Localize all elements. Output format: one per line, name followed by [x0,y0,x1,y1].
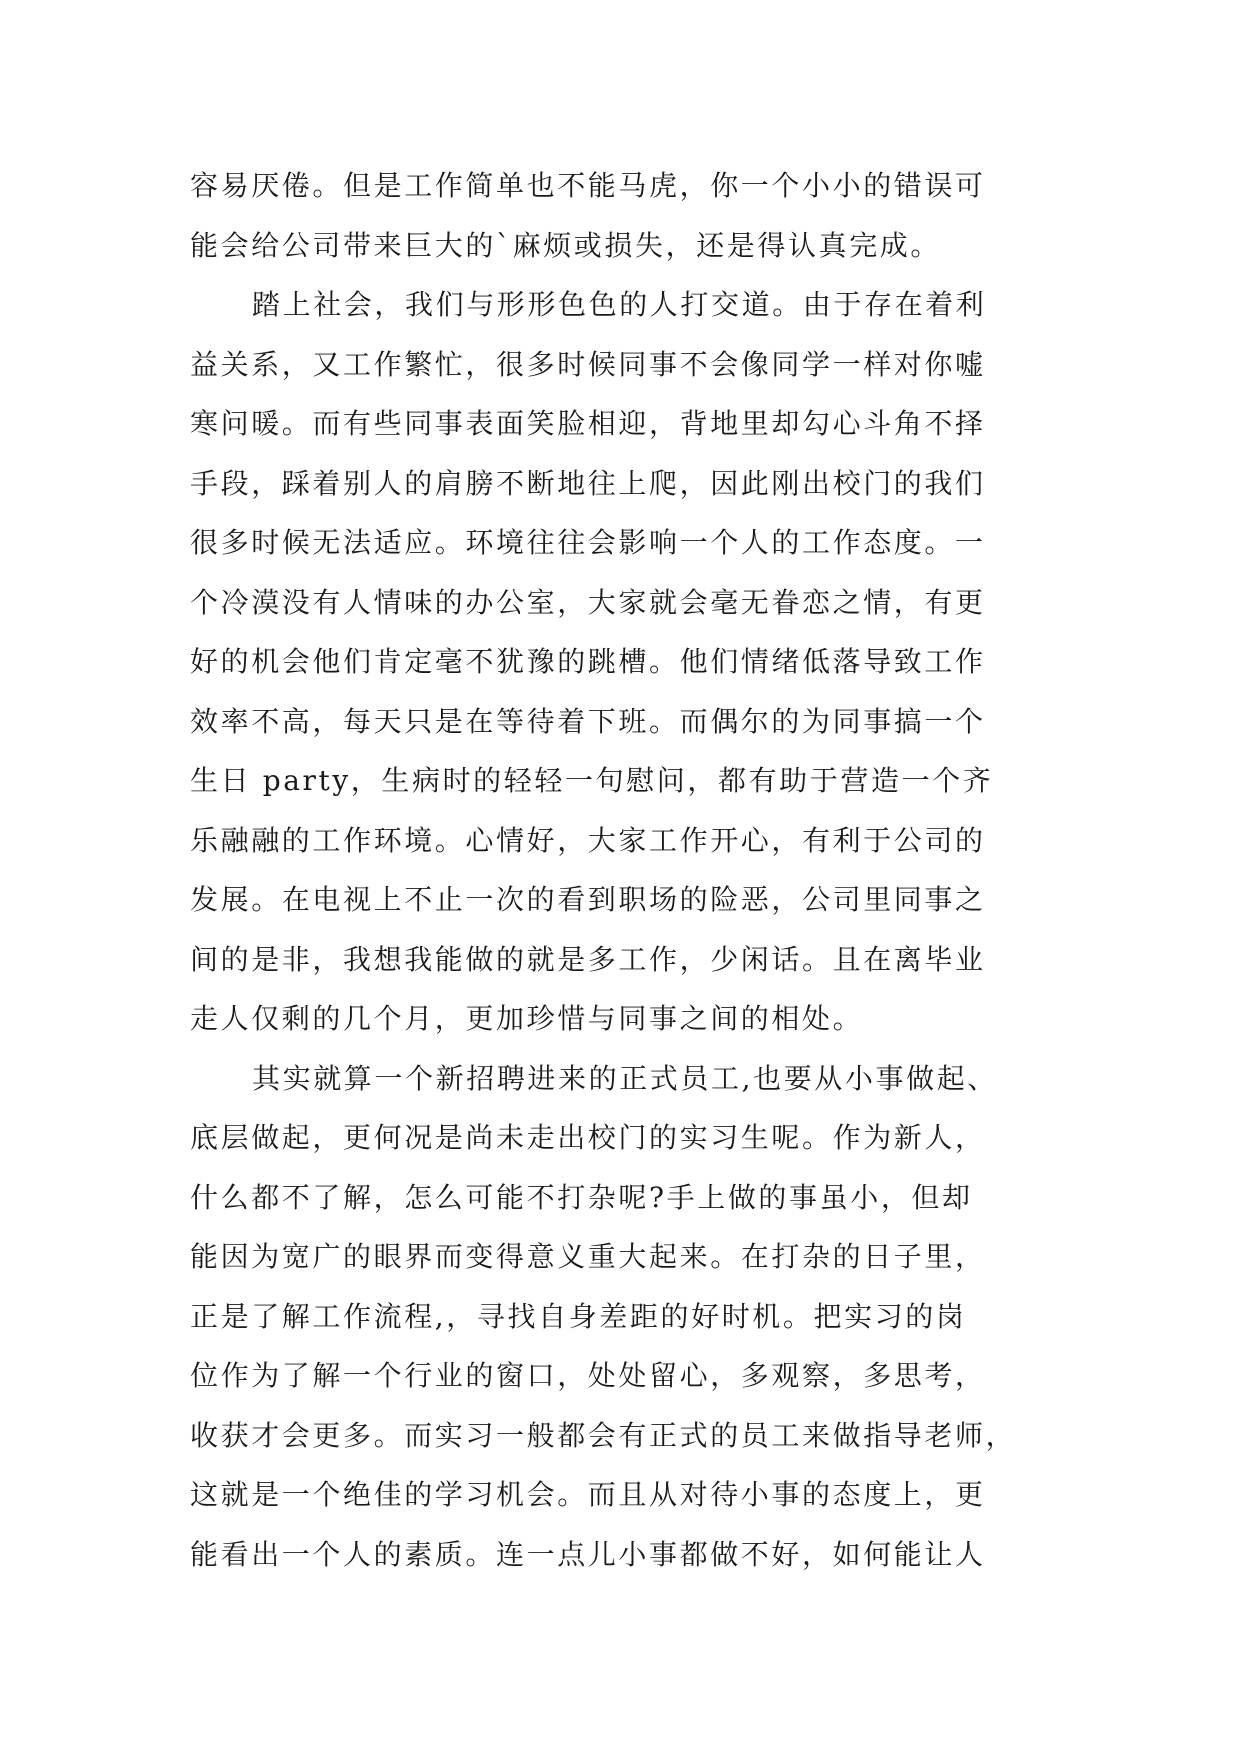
text-line: 什么都不了解，怎么可能不打杂呢?手上做的事虽小，但却 [190,1180,973,1214]
text-line: 收获才会更多。而实习一般都会有正式的员工来做指导老师， [190,1418,1017,1452]
text-line: 底层做起，更何况是尚未走出校门的实习生呢。作为新人， [190,1121,986,1154]
paragraph-start-line: 其实就算一个新招聘进来的正式员工,也要从小事做起、 [252,1061,998,1095]
body-text [190,156,1070,1584]
text-line: 手段，踩着别人的肩膀不断地往上爬，因此刚出校门的我们 [190,466,986,500]
text-line: 个冷漠没有人情味的办公室，大家就会毫无眷恋之情，有更 [190,585,986,619]
text-line: 效率不高，每天只是在等待着下班。而偶尔的为同事搞一个 [190,704,986,738]
text-line: 走人仅剩的几个月，更加珍惜与同事之间的相处。 [190,1002,864,1035]
text-line: 能会给公司带来巨大的`麻烦或损失，还是得认真完成。 [190,228,942,262]
text-line: 寒问暖。而有些同事表面笑脸相迎，背地里却勾心斗角不择 [190,407,986,440]
text-line: 容易厌倦。但是工作简单也不能马虎，你一个小小的错误可 [190,169,986,202]
text-line: 生日 party，生病时的轻轻一句慰问，都有助于营造一个齐 [190,764,994,797]
text-line: 间的是非，我想我能做的就是多工作，少闲话。且在离毕业 [190,942,986,976]
paragraph-start-line: 踏上社会，我们与形形色色的人打交道。由于存在着利 [252,288,987,321]
text-line: 乐融融的工作环境。心情好，大家工作开心，有利于公司的 [190,823,986,857]
text-line: 很多时候无法适应。环境往往会影响一个人的工作态度。一 [190,526,986,559]
text-line: 能看出一个人的素质。连一点儿小事都做不好，如何能让人 [190,1537,986,1571]
text-line: 发展。在电视上不止一次的看到职场的险恶，公司里同事之 [190,883,986,916]
text-line: 好的机会他们肯定毫不犹豫的跳槽。他们情绪低落导致工作 [190,645,986,678]
text-line: 益关系，又工作繁忙，很多时候同事不会像同学一样对你嘘 [190,347,986,381]
text-line: 位作为了解一个行业的窗口，处处留心，多观察，多思考， [190,1359,986,1392]
text-line: 能因为宽广的眼界而变得意义重大起来。在打杂的日子里， [190,1240,986,1273]
text-line: 正是了解工作流程,，寻找自身差距的好时机。把实习的岗 [190,1299,967,1333]
text-line: 这就是一个绝佳的学习机会。而且从对待小事的态度上，更 [190,1478,986,1511]
